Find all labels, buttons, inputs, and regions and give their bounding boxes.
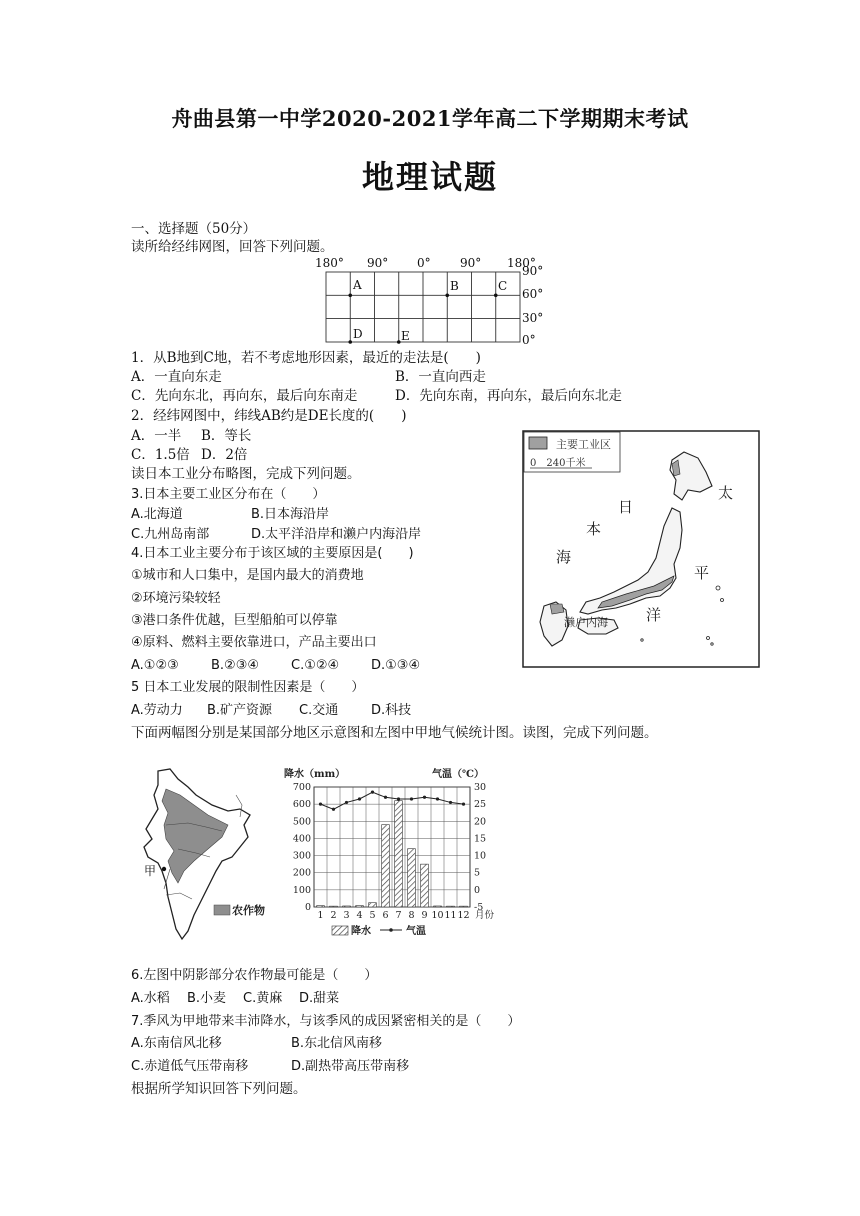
q7-option-c[interactable]: C.赤道低气压带南移	[131, 1059, 249, 1074]
crop-legend-label: 农作物	[232, 904, 265, 917]
month-tick-label: 5	[369, 910, 376, 921]
question-7-stem: 7.季风为甲地带来丰沛降水，与该季风的成因紧密相关的是（ ）	[131, 1014, 521, 1029]
closing-instruction: 根据所学知识回答下列问题。	[131, 1081, 307, 1097]
india-crop-map	[136, 765, 276, 943]
x-axis-label: 月份	[475, 910, 495, 921]
grid-right-label: 60°	[522, 287, 544, 301]
month-tick-label: 8	[408, 910, 415, 921]
grid-right-label: 90°	[522, 264, 544, 278]
q4-option-a[interactable]: A.①②③	[131, 658, 179, 673]
grid-right-label: 30°	[522, 311, 544, 325]
grid-point-label: E	[401, 329, 410, 343]
precip-bar	[330, 906, 338, 907]
q6-option-a[interactable]: A.水稻	[131, 991, 170, 1006]
q4-statement: ③港口条件优越，巨型船舶可以停靠	[131, 613, 338, 628]
temp-point	[345, 801, 348, 804]
q5-option-d[interactable]: D.科技	[371, 703, 412, 718]
section-heading: 一、选择题（50分）	[131, 221, 257, 237]
japan-label-yang: 洋	[646, 606, 662, 624]
precip-bar	[395, 801, 403, 907]
japan-label-ri: 日	[618, 498, 634, 516]
month-tick-label: 3	[343, 910, 350, 921]
question-2-stem: 2．经纬网图中，纬线AB约是DE长度的( )	[131, 408, 407, 424]
legend-precip-label: 降水	[351, 926, 371, 937]
temp-axis-label: 气温（℃）	[432, 769, 484, 780]
legend-temp-marker	[389, 928, 393, 932]
temp-point	[397, 797, 400, 800]
temp-point	[384, 796, 387, 799]
month-tick-label: 10	[431, 910, 444, 921]
grid-top-label: 90°	[367, 256, 389, 270]
temp-tick-label: -5	[474, 902, 484, 913]
temp-point	[358, 797, 361, 800]
q1-option-a[interactable]: A．一直向东走	[131, 369, 222, 385]
grid-point-label: B	[450, 279, 459, 293]
temp-tick-label: 10	[474, 850, 487, 862]
month-tick-label: 2	[330, 910, 337, 921]
q5-option-a[interactable]: A.劳动力	[131, 703, 183, 718]
precip-tick-label: 200	[292, 867, 311, 879]
question-4-stem: 4.日本工业主要分布于该区域的主要原因是( )	[131, 546, 414, 561]
q3-option-a[interactable]: A.北海道	[131, 507, 183, 522]
q5-option-c[interactable]: C.交通	[299, 703, 339, 718]
climate-chart	[282, 765, 500, 943]
q6-option-c[interactable]: C.黄麻	[243, 991, 283, 1006]
q3-option-b[interactable]: B.日本海沿岸	[251, 507, 330, 522]
temp-tick-label: 5	[474, 867, 481, 879]
q2-option-a[interactable]: A．一半	[131, 428, 182, 444]
crop-legend-swatch	[214, 905, 230, 915]
industry-legend-swatch	[529, 437, 547, 449]
japan-label-seto: 濑户内海	[564, 616, 608, 629]
precip-tick-label: 300	[292, 850, 311, 862]
precip-bar	[317, 906, 325, 907]
temp-point	[423, 796, 426, 799]
q4-option-b[interactable]: B.②③④	[211, 658, 260, 673]
school-title: 舟曲县第一中学2020-2021学年高二下学期期末考试	[171, 106, 689, 131]
precip-tick-label: 100	[292, 884, 311, 896]
intro-japan: 读日本工业分布略图，完成下列问题。	[131, 466, 361, 482]
q3-option-d[interactable]: D.太平洋沿岸和濑户内海沿岸	[251, 527, 422, 542]
q1-option-c[interactable]: C．先向东北，再向东，最后向东南走	[131, 388, 358, 404]
q5-option-b[interactable]: B.矿产资源	[207, 703, 273, 718]
grid-top-label: 0°	[417, 256, 431, 270]
intro-grid: 读所给经纬网图，回答下列问题。	[131, 239, 334, 255]
temp-tick-label: 15	[474, 833, 487, 845]
japan-label-ben: 本	[586, 520, 602, 538]
month-tick-label: 9	[421, 910, 428, 921]
month-tick-label: 7	[395, 910, 402, 921]
grid-point-c	[494, 294, 498, 298]
grid-point-label: D	[353, 327, 363, 341]
temp-point	[319, 803, 322, 806]
precip-tick-label: 500	[292, 816, 311, 828]
q6-option-b[interactable]: B.小麦	[187, 991, 227, 1006]
month-tick-label: 4	[356, 910, 363, 921]
q2-option-d[interactable]: D．2倍	[201, 447, 248, 463]
q3-option-c[interactable]: C.九州岛南部	[131, 527, 210, 542]
precip-tick-label: 600	[292, 799, 311, 811]
legend-temp-label: 气温	[406, 926, 426, 937]
precip-bar	[408, 849, 416, 907]
point-jia-label: 甲	[144, 864, 157, 878]
grid-point-label: A	[353, 278, 362, 292]
grid-top-label: 180°	[507, 256, 536, 270]
intro-india: 下面两幅图分别是某国部分地区示意图和左图中甲地气候统计图。读图，完成下列问题。	[131, 725, 658, 741]
precip-bar	[421, 864, 429, 907]
month-tick-label: 6	[382, 910, 389, 921]
q7-option-b[interactable]: B.东北信风南移	[291, 1036, 383, 1051]
q1-option-d[interactable]: D．先向东南，再向东，最后向东北走	[395, 388, 622, 404]
q7-option-d[interactable]: D.副热带高压带南移	[291, 1059, 410, 1074]
grid-point-label: C	[498, 279, 508, 293]
q4-statement: ②环境污染较轻	[131, 591, 221, 606]
month-tick-label: 1	[317, 910, 324, 921]
temp-point	[436, 797, 439, 800]
q4-statement: ①城市和人口集中，是国内最大的消费地	[131, 568, 364, 583]
temp-point	[410, 797, 413, 800]
point-jia	[162, 867, 166, 871]
precip-bar	[460, 906, 468, 907]
q2-option-c[interactable]: C．1.5倍	[131, 447, 190, 463]
q6-option-d[interactable]: D.甜菜	[299, 991, 340, 1006]
precip-axis-label: 降水（mm）	[284, 769, 346, 780]
precip-bar	[343, 906, 351, 907]
japan-scale-label: 0 240千米	[530, 458, 586, 469]
grid-top-label: 90°	[460, 256, 482, 270]
grid-point-b	[445, 294, 449, 298]
q1-option-b[interactable]: B．一直向西走	[395, 369, 486, 385]
grid-right-label: 0°	[522, 333, 536, 346]
legend-precip-swatch	[332, 926, 348, 935]
temp-tick-label: 20	[474, 816, 487, 828]
month-tick-label: 11	[444, 910, 457, 921]
industry-legend-label: 主要工业区	[556, 438, 611, 451]
question-1-stem: 1．从B地到C地，若不考虑地形因素，最近的走法是( )	[131, 350, 481, 366]
precip-tick-label: 700	[292, 782, 311, 793]
grid-top-label: 180°	[315, 256, 344, 270]
q4-statement: ④原料、燃料主要依靠进口，产品主要出口	[131, 635, 377, 650]
question-6-stem: 6.左图中阴影部分农作物最可能是（ ）	[131, 968, 378, 983]
temp-point	[462, 803, 465, 806]
precip-tick-label: 400	[292, 833, 311, 845]
japan-label-ping: 平	[694, 564, 710, 582]
temp-tick-label: 25	[474, 799, 487, 811]
exam-title: 地理试题	[361, 158, 498, 196]
q4-option-c[interactable]: C.①②④	[291, 658, 340, 673]
lat-long-grid-map	[312, 254, 552, 346]
japan-industry-map	[522, 430, 760, 668]
japan-label-hai: 海	[556, 548, 572, 566]
q7-option-a[interactable]: A.东南信风北移	[131, 1036, 222, 1051]
question-3-stem: 3.日本主要工业区分布在（ ）	[131, 487, 326, 502]
precip-bar	[434, 906, 442, 907]
grid-point-a	[348, 294, 352, 298]
temp-tick-label: 30	[474, 782, 487, 793]
temp-point	[371, 791, 374, 794]
temp-point	[332, 808, 335, 811]
grid-point-e	[397, 340, 401, 344]
precip-bar	[382, 825, 390, 907]
question-5-stem: 5 日本工业发展的限制性因素是（ ）	[131, 680, 365, 695]
q4-option-d[interactable]: D.①③④	[371, 658, 421, 673]
q2-option-b[interactable]: B．等长	[201, 428, 252, 444]
month-tick-label: 12	[457, 910, 470, 921]
precip-bar	[356, 906, 364, 907]
temp-point	[449, 801, 452, 804]
precip-bar	[447, 906, 455, 907]
grid-point-d	[348, 340, 352, 344]
japan-label-tai: 太	[718, 484, 734, 502]
precip-bar	[369, 903, 377, 907]
temp-tick-label: 0	[474, 884, 481, 896]
precip-tick-label: 0	[304, 902, 311, 913]
